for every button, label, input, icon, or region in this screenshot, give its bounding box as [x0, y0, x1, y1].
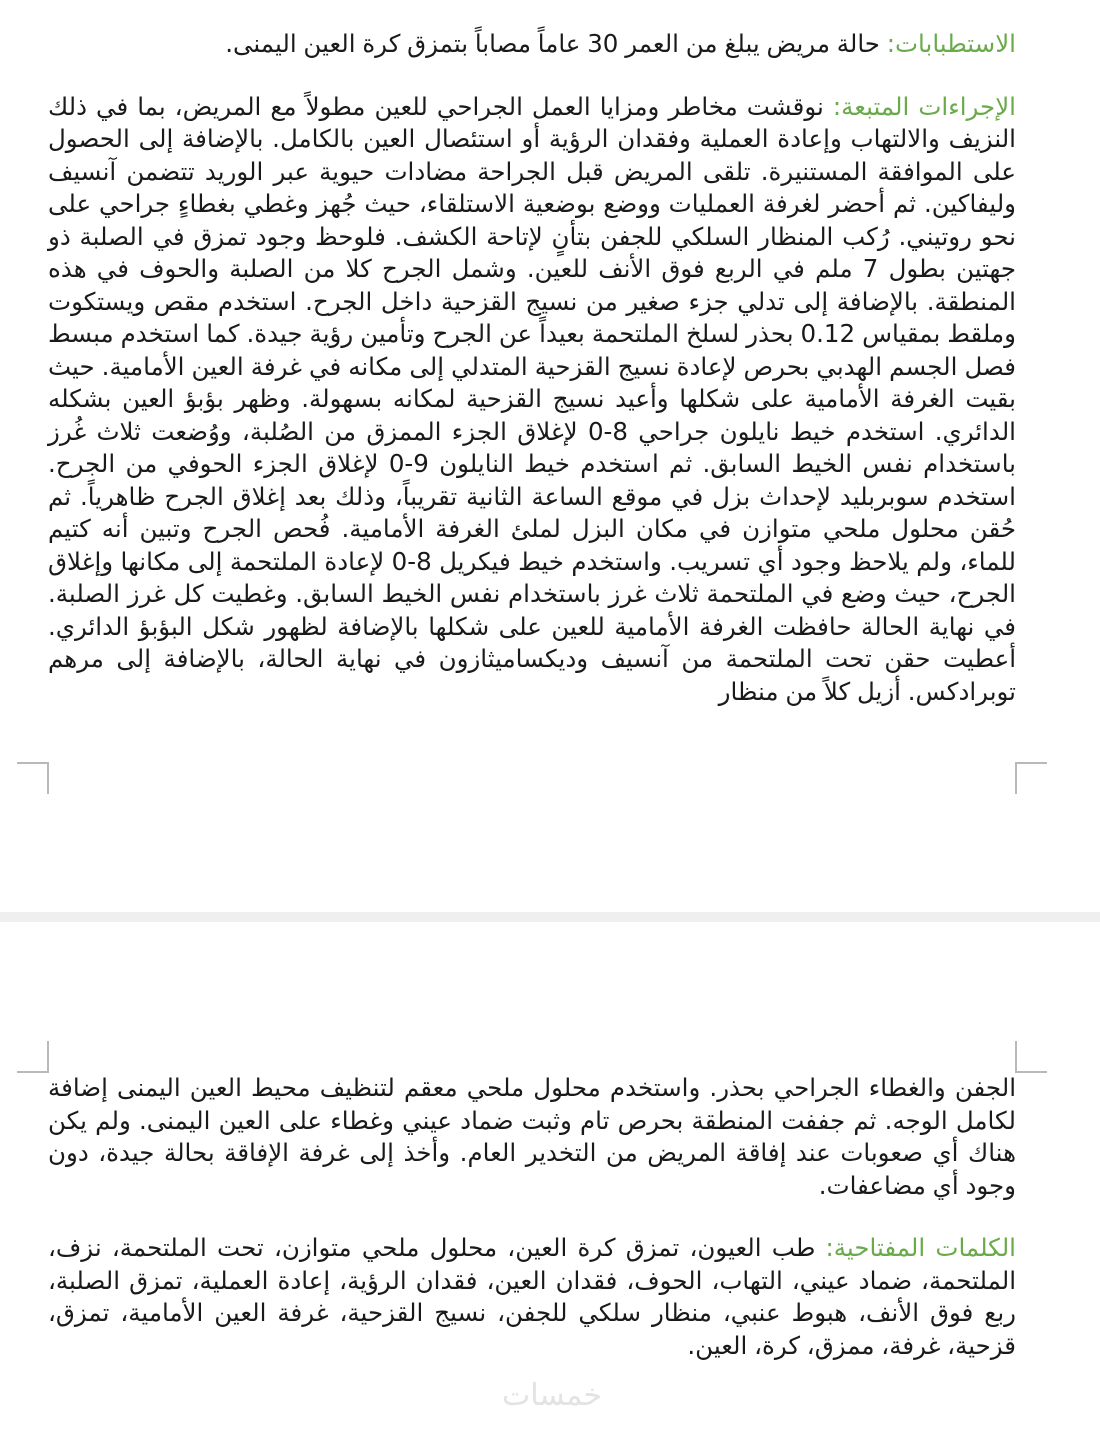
- page-margin-corner-bottom-left: [17, 762, 49, 794]
- page-1-text: [48, 28, 1016, 708]
- document-page-2: [0, 922, 1100, 1440]
- indications-text: حالة مريض يبلغ من العمر 30 عاماً مصاباً بتمزق كرة العين اليمنى.: [225, 29, 887, 58]
- keywords-paragraph: [48, 1232, 1016, 1362]
- khamsat-watermark-logo: خمسات: [501, 1378, 603, 1413]
- indications-paragraph: [48, 28, 1016, 61]
- page-margin-corner-top-left: [17, 1041, 49, 1073]
- page-2-text: [48, 1072, 1016, 1362]
- indications-label: الاستطبابات:: [886, 29, 1016, 58]
- keywords-text: طب العيون، تمزق كرة العين، محلول ملحي متوازن، تحت الملتحمة، نزف، الملتحمة، ضماد عيني، التهاب، الحوف، فقدان العين، فقدان الرؤية، إعادة العملية، تمزق الصلبة، ربع فوق الأنف، هبوط عنبي، منظار سلكي للجفن، نسيج القزحية، غرفة العين الأمامية، تمزق، قزحية، غرفة، ممزق، كرة، العين.: [48, 1233, 1016, 1360]
- procedures-continued-paragraph: [48, 1072, 1016, 1202]
- procedures-text-page2: الجفن والغطاء الجراحي بحذر. واستخدم محلول ملحي معقم لتنظيف محيط العين اليمنى إضافة لكامل الوجه. ثم جففت المنطقة بحرص تام وثبت ضماد عيني وغطاء على العين اليمنى. ولم يكن هناك أي صعوبات عند إفاقة المريض من التخدير العام. وأخذ إلى غرفة الإفاقة بحالة جيدة، دون وجود أي مضاعفات.: [48, 1073, 1016, 1200]
- procedures-label: الإجراءات المتبعة:: [832, 91, 1016, 121]
- procedures-text-page1: نوقشت مخاطر ومزايا العمل الجراحي للعين مطولاً مع المريض، بما في ذلك النزيف والالتهاب وإعادة العملية وفقدان الرؤية أو استئصال العين بالكامل. بالإضافة إلى الحصول على الموافقة المستنيرة. تلقى المريض قبل الجراحة مضادات حيوية عبر الوريد تتضمن آنسيف وليفاكين. ثم أحضر لغرفة العمليات ووضع بوضعية الاستلقاء، حيث جُهز وغطي بغطاءٍ جراحي على نحو روتيني. رُكب المنظار السلكي للجفن بتأنٍ لإتاحة الكشف. فلوحظ وجود تمزق في الصلبة ذو جهتين بطول 7 ملم في الربع فوق الأنف للعين. وشمل الجرح كلا من الصلبة والحوف في هذه المنطقة. بالإضافة إلى تدلي جزء صغير من نسيج القزحية داخل الجرح. استخدم مقص ويستكوت وملقط بمقياس 0.12 بحذر لسلخ الملتحمة بعيداً عن الجرح وتأمين رؤية جيدة. كما استخدم مبسط فصل الجسم الهدبي بحرص لإعادة نسيج القزحية المتدلي إلى مكانه في غرفة العين الأمامية. حيث بقيت الغرفة الأمامية على شكلها وأعيد نسيج القزحية لمكانه بسهولة. وظهر بؤبؤ العين بشكله الدائري. استخدم خيط نايلون جراحي 8-0 لإغلاق الجزء الممزق من الصُلبة، ووُضعت ثلاث غُرز باستخدام نفس الخيط السابق. ثم استخدم خيط النايلون 9-0 لإغلاق الجزء الحوفي من الجرح. استخدم سوبربليد لإحداث بزل في موقع الساعة الثانية تقريباً، وذلك بعد إغلاق الجرح ظاهرياً. ثم حُقن محلول ملحي متوازن في مكان البزل لملئ الغرفة الأمامية. فُحص الجرح وتبين أنه كتيم للماء، ولم يلاحظ وجود أي تسريب. واستخدم خيط فيكريل 8-0 لإعادة الملتحمة إلى مكانها وإغلاق الجرح، حيث وضع في الملتحمة ثلاث غرز باستخدام نفس الخيط السابق. وغطيت كل غرز الصلبة. في نهاية الحالة حافظت الغرفة الأمامية للعين على شكلها بالإضافة لظهور شكل البؤبؤ الدائري. أعطيت حقن تحت الملتحمة من آنسيف وديكساميثازون في نهاية الحالة، بالإضافة إلى مرهم توبرادكس. أزيل كلاً من منظار: [48, 91, 1016, 706]
- page-margin-corner-bottom-right: [1015, 762, 1047, 794]
- keywords-label: الكلمات المفتاحية:: [825, 1233, 1016, 1262]
- procedures-paragraph: [48, 91, 1016, 709]
- page-margin-corner-top-right: [1015, 1041, 1047, 1073]
- page-separator: [0, 912, 1100, 922]
